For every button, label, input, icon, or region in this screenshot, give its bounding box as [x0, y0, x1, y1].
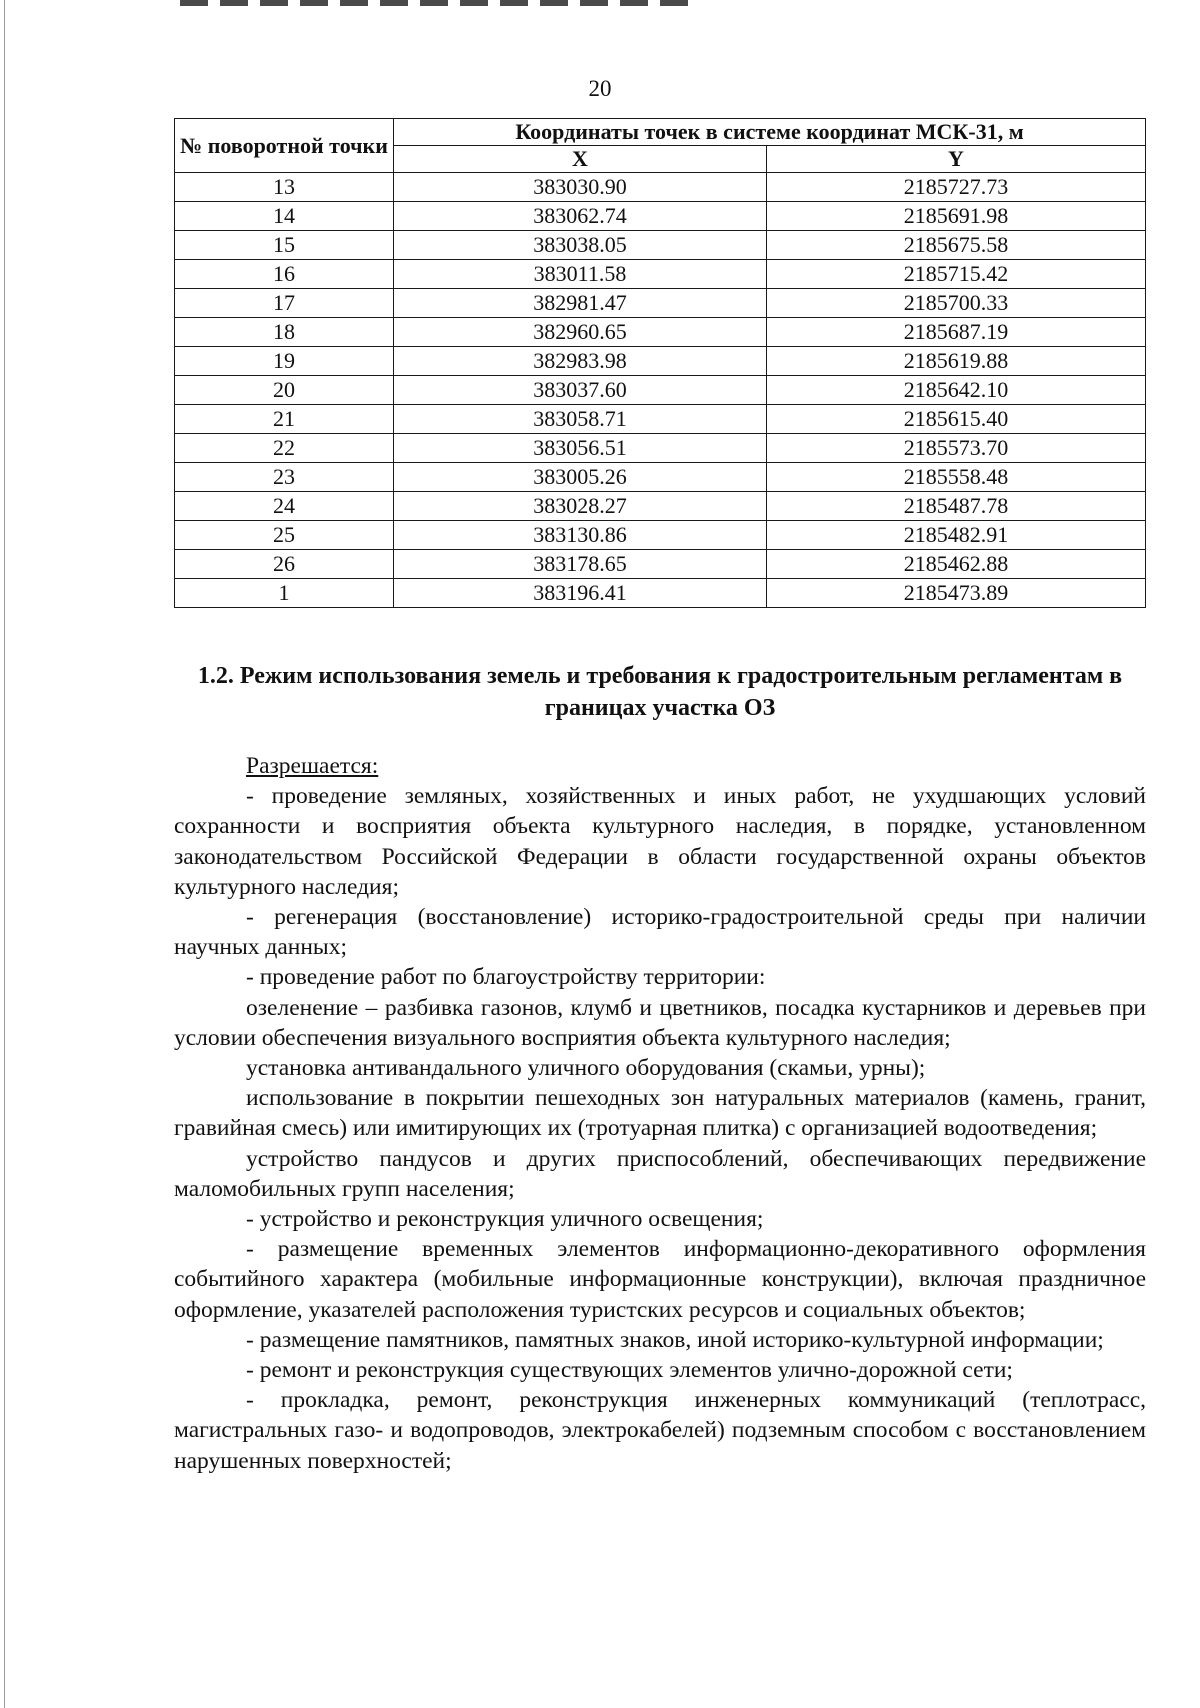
- scan-artifact-top: [180, 0, 700, 6]
- regulation-paragraph: - прокладка, ремонт, реконструкция инженерных коммуникаций (теплотрасс, магистральных газо- и водопроводов, электрокабелей) подземным способом с восстановлением нарушенных поверхностей;: [174, 1387, 1146, 1474]
- y-coordinate-cell: 2185558.48: [767, 463, 1146, 492]
- header-point-number: № поворотной точки: [175, 119, 394, 173]
- page-edge-line: [4, 0, 5, 1708]
- y-coordinate-cell: 2185715.42: [767, 260, 1146, 289]
- regulations-body: [174, 751, 1146, 1476]
- allowed-label: Разрешается:: [246, 753, 379, 779]
- table-row: [175, 405, 1146, 434]
- x-coordinate-cell: 383058.71: [394, 405, 767, 434]
- y-coordinate-cell: 2185462.88: [767, 550, 1146, 579]
- regulation-paragraph: - проведение земляных, хозяйственных и иных работ, не ухудшающих условий сохранности и восприятия объекта культурного наследия, в порядке, установленном законодательством Российской Федерации в области государственной охраны объектов культурного наследия;: [174, 783, 1146, 900]
- y-coordinate-cell: 2185675.58: [767, 231, 1146, 260]
- point-number-cell: 16: [175, 260, 394, 289]
- point-number-cell: 14: [175, 202, 394, 231]
- header-y: Y: [767, 146, 1146, 173]
- section-heading: 1.2. Режим использования земель и требования к градостроительным регламентам в границах участка ОЗ: [197, 663, 1123, 721]
- point-number-cell: 18: [175, 318, 394, 347]
- point-number-cell: 24: [175, 492, 394, 521]
- y-coordinate-cell: 2185482.91: [767, 521, 1146, 550]
- y-coordinate-cell: 2185619.88: [767, 347, 1146, 376]
- table-row: [175, 521, 1146, 550]
- table-row: [175, 173, 1146, 202]
- table-row: [175, 579, 1146, 608]
- x-coordinate-cell: 383178.65: [394, 550, 767, 579]
- x-coordinate-cell: 383130.86: [394, 521, 767, 550]
- y-coordinate-cell: 2185573.70: [767, 434, 1146, 463]
- coordinates-table: [174, 118, 1146, 608]
- regulation-paragraph: устройство пандусов и других приспособлений, обеспечивающих передвижение маломобильных групп населения;: [174, 1145, 1146, 1202]
- point-number-cell: 17: [175, 289, 394, 318]
- x-coordinate-cell: 383038.05: [394, 231, 767, 260]
- y-coordinate-cell: 2185691.98: [767, 202, 1146, 231]
- x-coordinate-cell: 383196.41: [394, 579, 767, 608]
- point-number-cell: 15: [175, 231, 394, 260]
- x-coordinate-cell: 383056.51: [394, 434, 767, 463]
- regulation-paragraph: - регенерация (восстановление) историко-градостроительной среды при наличии научных данных;: [174, 904, 1146, 961]
- y-coordinate-cell: 2185700.33: [767, 289, 1146, 318]
- y-coordinate-cell: 2185727.73: [767, 173, 1146, 202]
- x-coordinate-cell: 383028.27: [394, 492, 767, 521]
- y-coordinate-cell: 2185473.89: [767, 579, 1146, 608]
- table-row: [175, 434, 1146, 463]
- regulation-paragraph: использование в покрытии пешеходных зон натуральных материалов (камень, гранит, гравийная смесь) или имитирующих их (тротуарная плитка) с организацией водоотведения;: [174, 1085, 1146, 1142]
- y-coordinate-cell: 2185615.40: [767, 405, 1146, 434]
- regulation-paragraph: - размещение памятников, памятных знаков, иной историко-культурной информации;: [246, 1326, 1104, 1353]
- x-coordinate-cell: 383005.26: [394, 463, 767, 492]
- x-coordinate-cell: 383011.58: [394, 260, 767, 289]
- point-number-cell: 22: [175, 434, 394, 463]
- y-coordinate-cell: 2185487.78: [767, 492, 1146, 521]
- header-coordinates: Координаты точек в системе координат МСК-31, м: [394, 119, 1146, 146]
- point-number-cell: 13: [175, 173, 394, 202]
- table-row: [175, 289, 1146, 318]
- x-coordinate-cell: 383062.74: [394, 202, 767, 231]
- regulation-paragraph: установка антивандального уличного оборудования (скамьи, урны);: [246, 1055, 926, 1082]
- regulation-paragraph: - размещение временных элементов информационно-декоративного оформления событийного характера (мобильные информационные конструкции), включая праздничное оформление, указателей расположения туристских ресурсов и социальных объектов;: [174, 1236, 1146, 1323]
- page-number: 20: [588, 76, 612, 101]
- x-coordinate-cell: 383037.60: [394, 376, 767, 405]
- table-row: [175, 231, 1146, 260]
- x-coordinate-cell: 382983.98: [394, 347, 767, 376]
- regulation-paragraph: - проведение работ по благоустройству территории:: [246, 964, 766, 991]
- table-row: [175, 463, 1146, 492]
- regulation-paragraph: - ремонт и реконструкция существующих элементов улично-дорожной сети;: [246, 1357, 1013, 1384]
- table-row: [175, 202, 1146, 231]
- table-row: [175, 376, 1146, 405]
- point-number-cell: 20: [175, 376, 394, 405]
- point-number-cell: 23: [175, 463, 394, 492]
- table-header-row: [175, 119, 1146, 146]
- point-number-cell: 21: [175, 405, 394, 434]
- y-coordinate-cell: 2185687.19: [767, 318, 1146, 347]
- table-row: [175, 347, 1146, 376]
- regulation-paragraph: озеленение – разбивка газонов, клумб и цветников, посадка кустарников и деревьев при условии обеспечения визуального восприятия объекта культурного наследия;: [174, 994, 1146, 1051]
- x-coordinate-cell: 383030.90: [394, 173, 767, 202]
- y-coordinate-cell: 2185642.10: [767, 376, 1146, 405]
- point-number-cell: 1: [175, 579, 394, 608]
- point-number-cell: 25: [175, 521, 394, 550]
- regulation-paragraph: - устройство и реконструкция уличного освещения;: [246, 1206, 764, 1233]
- header-x: X: [394, 146, 767, 173]
- table-row: [175, 492, 1146, 521]
- x-coordinate-cell: 382981.47: [394, 289, 767, 318]
- point-number-cell: 26: [175, 550, 394, 579]
- table-row: [175, 260, 1146, 289]
- table-row: [175, 550, 1146, 579]
- table-row: [175, 318, 1146, 347]
- x-coordinate-cell: 382960.65: [394, 318, 767, 347]
- point-number-cell: 19: [175, 347, 394, 376]
